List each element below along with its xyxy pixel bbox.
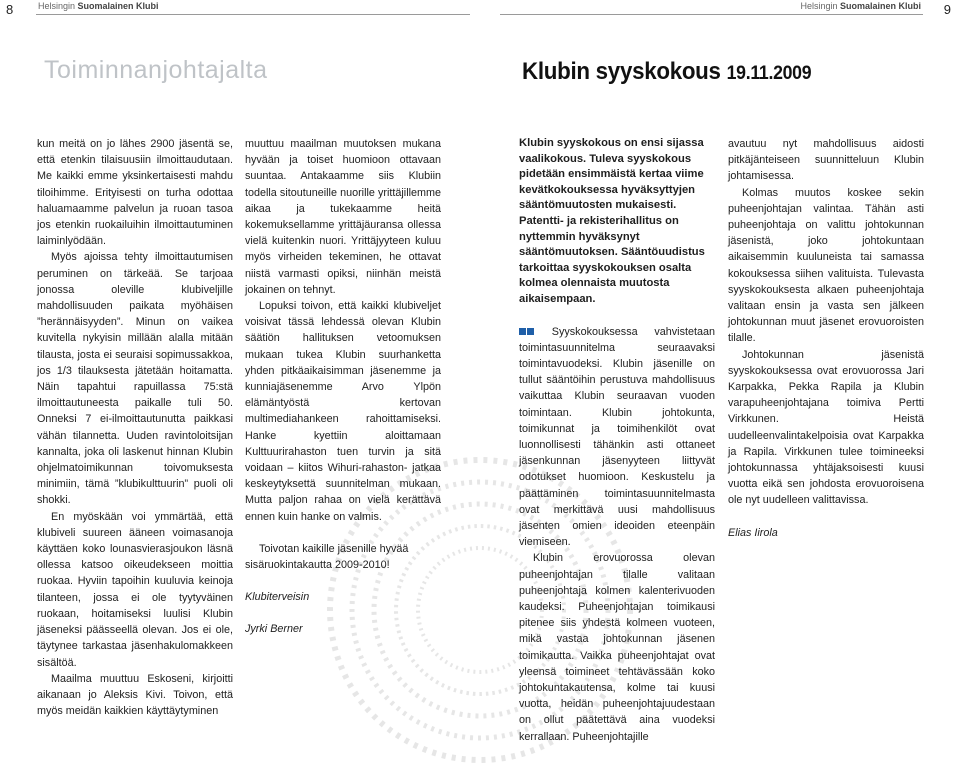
blue-square-icon bbox=[527, 328, 534, 335]
running-head-right bbox=[800, 1, 921, 11]
column-4 bbox=[728, 136, 924, 541]
running-head-left-bold: Suomalainen Klubi bbox=[77, 1, 159, 11]
col3-spacer bbox=[519, 308, 715, 324]
col4-paragraph-2: Kolmas muutos koskee sekin puheenjohtajan valintaa. Tähän asti puheenjohtaja on valittu johtokunnan jäsenistä, joko johtokuntaan aikaisemmin kuuluneista tai samassa kokouksessa siihen valituista. Tulevasta syyskokouksesta alkaen puheenjohtaja valitaan ensin ja vasta sen jälkeen johtokunnan muut jäsenet erovuoroisten tilalle. bbox=[728, 186, 924, 345]
col3-paragraph-1 bbox=[519, 324, 715, 551]
article-title-main: Klubin syyskokous bbox=[522, 58, 727, 85]
col2-paragraph-1: muuttuu maailman muutoksen mukana hyvään ja toiset huomioon ottavaan suuntaa. Antakaamme siis Klubiin todella sitoutuneille nuorille yrittäjillemme aikaa ja tukekaamme heitä kokemuksellamme yrittäjäuransa ollessa vielä kuitenkin nuori. Yrittäjyyteen kuluu myös virheiden tekeminen, he ottavat niistä varmasti opiksi, niinhän meistä jokainen on tehnyt. bbox=[245, 138, 441, 296]
article-title bbox=[522, 58, 811, 86]
col2-paragraph-3: Toivotan kaikille jäsenille hyvää sisäruokintakautta 2009-2010! bbox=[245, 542, 409, 572]
col1-paragraph-2: Myös ajoissa tehty ilmoittautumisen peruminen on tärkeää. Se tarjoaa jonossa oleville klubiveljille mahdollisuuden paikata myöhäisen ”herännäisyyden”. Minun on vaikea kuvitella nykyisin millään alalla mitään tilausta, josta ei seuraisi sopimussakkoa, jos 1/3 tilauksesta jätetään hoitamatta. Näin tapahtui rapuillassa 75:stä ilmoittautuneesta paikalle tuli 50. Onneksi 7 ei-ilmoittautunutta paikkasi vähän tilannetta. Uuden ravintoloitsijan kannalta, joka oli laskenut hinnan Klubin ohjelmatoimikunnan toivomuksesta minimiin, tämä ”klubikulttuurin” puoli oli shokki. bbox=[37, 251, 233, 507]
running-head-left-regular: Helsingin bbox=[38, 1, 78, 11]
article-title-date: 19.11.2009 bbox=[726, 63, 812, 84]
col4-spacer bbox=[728, 509, 924, 525]
page-number-right: 9 bbox=[943, 2, 951, 17]
running-head-left bbox=[38, 1, 159, 11]
col2-paragraph-2: Lopuksi toivon, että kaikki klubiveljet voisivat tässä lehdessä olevan Klubin säätiön hallituksen vetoomuksen mukaan tukea Klubin suurhanketta yhden pitkäaikaisimman jäsenemme ja kunniajäsenemme Arvo Ylpön elämäntyöstä kertovan multimediahankeen rahoittamiseksi. Hanke kyettiin aloittamaan Kulttuurirahaston tuen turvin ja sitä voidaan – kiitos Wihuri-rahaston- jatkaa keskeytyksettä suunnitelman mukaan. Mutta paljon rahaa on vielä kerättävä ennen kuin hanke on valmis. bbox=[245, 300, 441, 523]
col2-signature-name: Jyrki Berner bbox=[245, 623, 303, 636]
col1-paragraph-4: Maailma muuttuu Eskoseni, kirjoitti aikanaan jo Aleksis Kivi. Toivon, että myös meidän kaikkien käyttäytyminen bbox=[37, 672, 233, 718]
blue-square-icon bbox=[519, 328, 526, 335]
header-rule-right bbox=[500, 14, 923, 15]
column-2 bbox=[245, 136, 441, 638]
col3-paragraph-2: Klubin erovuorossa olevan puheenjohtajan tilalle valitaan puheenjohtaja kolmen kalenterivuoden kaudeksi. Puheenjohtajan toimikausi pitenee siis yhdestä kolmeen vuoteen, mikä vastaa johtokunnan jäsenen toimikautta. Vaikka puheenjohtajat ovat yleensä toimineet tehtävässään koko johtokuntakautensa, kolme tai kuusi vuotta, heidän puheenjohtajuudestaan on ollut päätettävä aina vuodeksi kerrallaan. Puheenjohtajille bbox=[519, 552, 715, 743]
col2-spacer-2 bbox=[245, 573, 441, 589]
col4-paragraph-3: Johtokunnan jäsenistä syyskokouksessa ovat erovuorossa Jari Karpakka, Pekka Rapila ja Klubin varapuheenjohtajana toimiva Pertti Virkkunen. Heistä uudelleenvalintakelpoisia ovat Karpakka ja Rapila. Virkkunen tulee toimineeksi johtokunnassa yhtäjaksoisesti kuusi vuotta eikä sen johdosta erovuoroisena ole nyt uudelleen valittavissa. bbox=[728, 348, 924, 507]
col4-signature: Elias Iirola bbox=[728, 526, 778, 539]
col2-spacer bbox=[245, 525, 441, 541]
col2-spacer-3 bbox=[245, 605, 441, 621]
section-title: Toiminnanjohtajalta bbox=[44, 56, 268, 84]
col3-paragraph-1-text: Syyskokouksessa vahvistetaan toimintasuunnitelma seuraavaksi toimintavuodeksi. Klubin jäsenille on tullut sääntöihin perustuva mahdollisuus vaikuttaa Klubin seuraavan vuoden toimintaan. Klubin johtokunta, toimikunnat ja toimihenkilöt ovat luonnollisesti tähänkin asti ottaneet jäsenkunnan jäsenyyteen liittyvät odotukset huomioon. Keskustelu ja päättäminen toimintasuunnitelmasta ovat merkittävä uusi mahdollisuus jäsenten omien ideoiden eteenpäin viemiseen. bbox=[519, 325, 715, 549]
column-1 bbox=[37, 136, 233, 719]
page-number-left: 8 bbox=[6, 2, 14, 17]
col4-paragraph-1: avautuu nyt mahdollisuus aidosti pitkäjänteiseen suunnitteluun Klubin johtamisessa. bbox=[728, 138, 924, 183]
col1-paragraph-3: En myöskään voi ymmärtää, että klubiveli suureen ääneen voimasanoja käyttäen koko lounasvierasjoukon läsnä ollessa katsoo oikeudekseen moittia ruokaa. Hyviin tapoihin kuuluvia keinoja tilanteen, jossa ei ole tyytyväinen ruokaan, hoitamiseksi luulisi Klubin jäseneksi päässeellä olevan. Jos ei ole, täytynee tarkastaa jäsenhakulomakkeen sisältöä. bbox=[37, 510, 233, 669]
col2-signature-greeting: Klubiterveisin bbox=[245, 591, 310, 604]
col3-lead-paragraph: Klubin syyskokous on ensi sijassa vaalikokous. Tuleva syyskokous pidetään ensimmäistä kertaa viime kevätkokouksessa hyväksyttyjen sääntömuutosten mukaisesti. Patentti- ja rekisterihallitus on nyttemmin hyväksynyt sääntömuutoksen. Sääntöuudistus tarkoittaa syyskokouksen osalta kolmea olennaista muutosta aikaisempaan. bbox=[519, 137, 705, 305]
column-3 bbox=[519, 136, 715, 745]
running-head-right-regular: Helsingin bbox=[800, 1, 840, 11]
col1-paragraph-1: kun meitä on jo lähes 2900 jäsentä se, että etenkin tilaisuusiin ilmoittaudutaan. Me kaikki emme yksinkertaisesti mahdu tiloihimme. Erityisesti on turha odottaa haluamaamme palvelun ja ruoan tasoa jos etenkin ruokailuihin ilmoittautuminen laiminlyödään. bbox=[37, 138, 233, 248]
running-head-right-bold: Suomalainen Klubi bbox=[839, 1, 921, 11]
header-rule-left bbox=[36, 14, 470, 15]
